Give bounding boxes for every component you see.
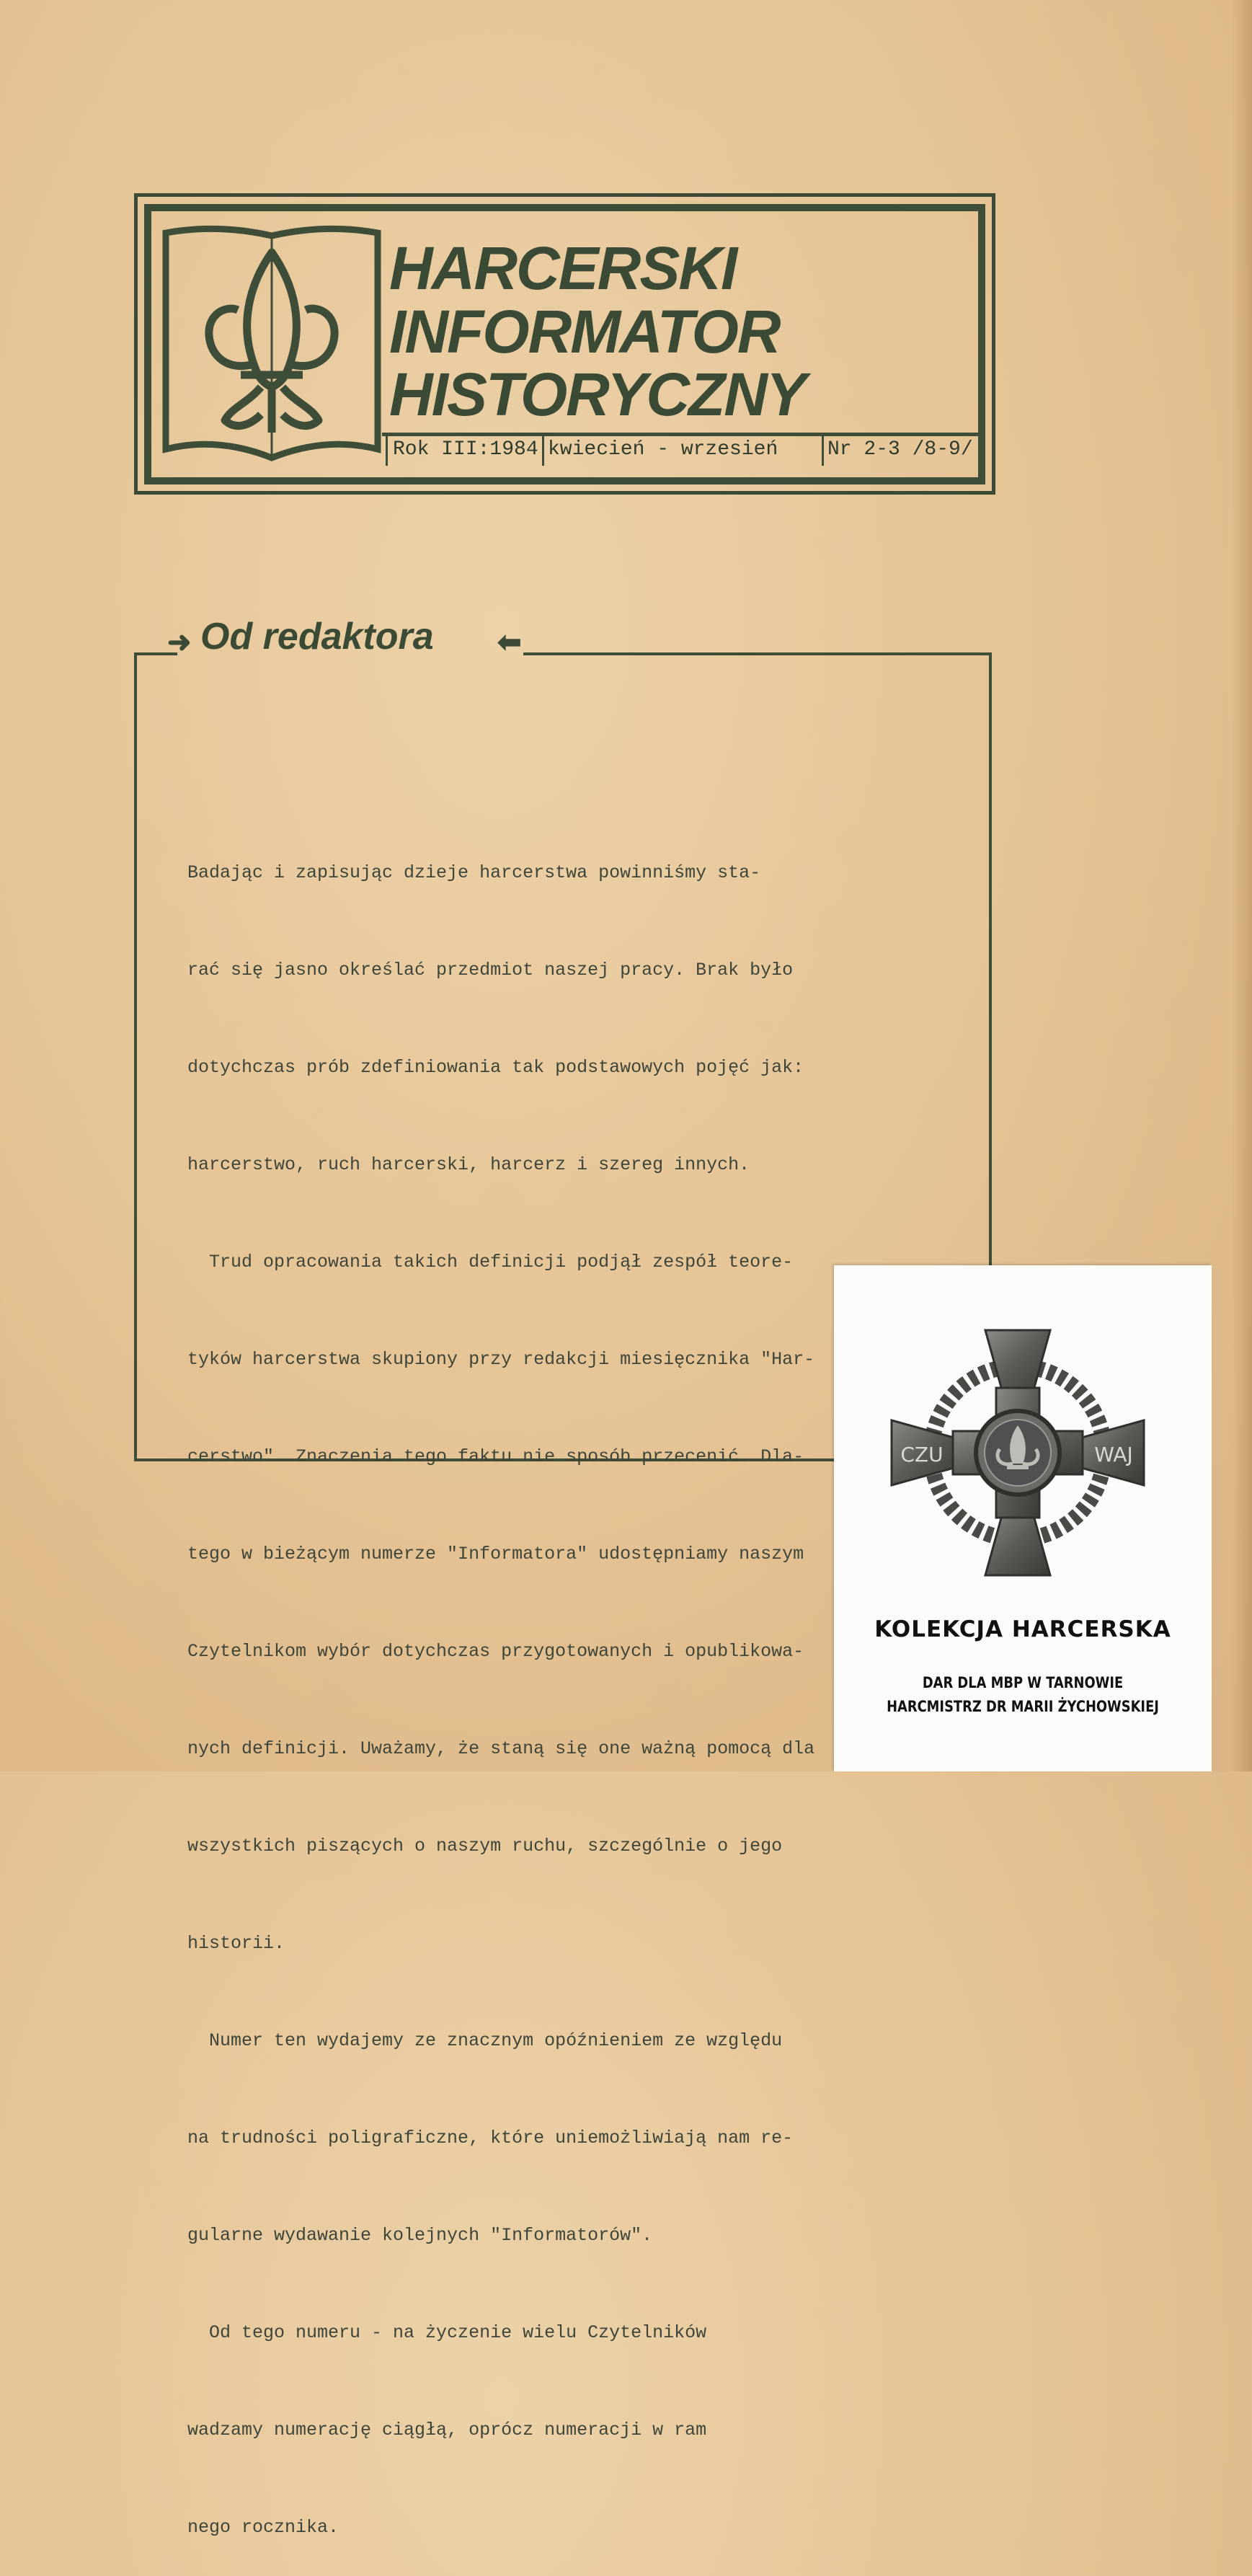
editorial-line: harcerstwo, ruch harcerski, harcerz i szereg innych. [187, 1154, 750, 1175]
editorial-line: wszystkich piszących o naszym ruchu, szczególnie o jego [187, 1836, 783, 1856]
editorial-line: na trudności poligraficzne, które uniemożliwiają nam re- [187, 2128, 794, 2148]
collection-donation-line1: DAR DLA MBP W TARNOWIE [922, 1674, 1124, 1691]
masthead-title-line3: HISTORYCZNY [389, 360, 805, 428]
editorial-heading: Od redaktora [200, 616, 434, 658]
collection-donation-line2: HARCMISTRZ DR MARII ŻYCHOWSKIEJ [887, 1698, 1159, 1715]
infobar-separator [542, 435, 544, 466]
editorial-line: nego rocznika. [187, 2517, 339, 2538]
editorial-line: Badając i zapisując dzieje harcerstwa powinniśmy sta- [187, 862, 761, 883]
editorial-line: cerstwo". Znaczenia tego faktu nie sposób przecenić. Dla- [187, 1446, 804, 1467]
editorial-line: rać się jasno określać przedmiot naszej pracy. Brak było [187, 960, 794, 981]
cross-right-text: WAJ [1094, 1443, 1133, 1466]
arrow-right-icon: ➜ [167, 627, 192, 658]
infobar-separator [386, 435, 388, 466]
editorial-line: Numer ten wydajemy ze znacznym opóźnieniem ze względu [187, 2030, 783, 2051]
cross-left-text: CZU [900, 1443, 944, 1466]
fleur-de-lis-icon [160, 220, 383, 461]
editorial-line: Czytelnikom wybór dotychczas przygotowanych i opublikowa- [187, 1641, 804, 1662]
editorial-line: tyków harcerstwa skupiony przy redakcji miesięcznika "Har- [187, 1349, 815, 1370]
editorial-line: gularne wydawanie kolejnych "Informatorów". [187, 2225, 653, 2246]
editorial-line: historii. [187, 1933, 285, 1954]
masthead-title-line2: INFORMATOR [389, 298, 780, 366]
editorial-line: Trud opracowania takich definicji podjął zespół teore- [187, 1252, 794, 1272]
editorial-line: dotychczas prób zdefiniowania tak podstawowych pojęć jak: [187, 1057, 804, 1078]
page-edge-shadow [1232, 0, 1252, 1771]
arrow-left-icon: ⬅ [497, 627, 522, 658]
collection-label [834, 1265, 1212, 1771]
editorial-line: wadzamy numerację ciągłą, oprócz numeracji w ram [187, 2420, 707, 2440]
issue-number: Nr 2-3 /8-9/ [827, 438, 973, 461]
editorial-line: tego w bieżącym numerze "Informatora" udostępniamy naszym [187, 1544, 804, 1564]
infobar-separator [822, 435, 824, 466]
editorial-line: Od tego numeru - na życzenie wielu Czytelników [187, 2322, 707, 2343]
harcerski-cross-icon [884, 1316, 1151, 1590]
editorial-line: nych definicji. Uważamy, że staną się one ważną pomocą dla [187, 1738, 815, 1759]
issue-year: Rok III:1984 [393, 438, 538, 461]
masthead-title-line1: HARCERSKI [389, 234, 737, 302]
issue-months: kwiecień - wrzesień [548, 438, 778, 461]
collection-title: KOLEKCJA HARCERSKA [874, 1616, 1171, 1642]
